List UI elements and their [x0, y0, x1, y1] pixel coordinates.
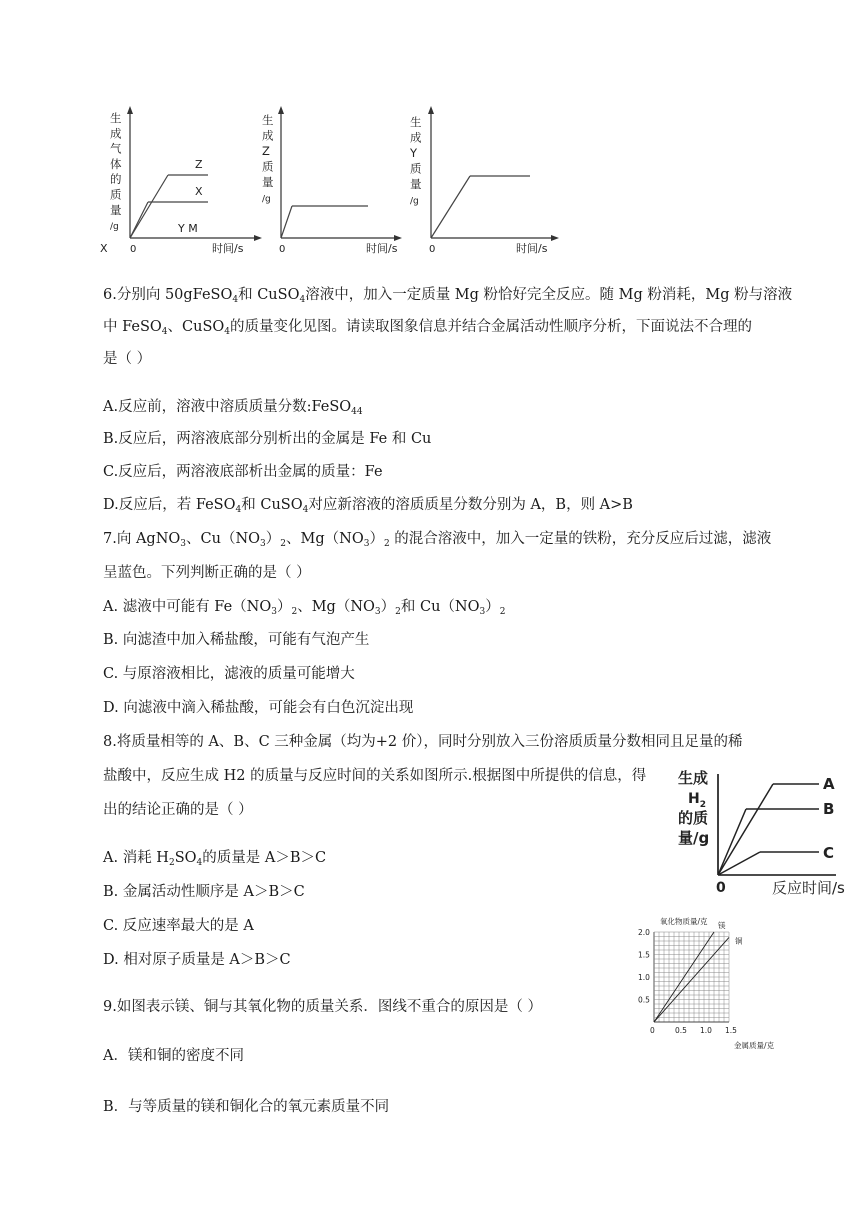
- q8-line-1: 8.将质量相等的 A、B、C 三种金属（均为+2 价），同时分别放入三份溶质质量分数相同且足量的稀: [103, 734, 743, 750]
- origin-label: 0: [279, 244, 286, 255]
- y-label-char: 生: [410, 115, 422, 129]
- y-label-char: Z: [262, 144, 270, 158]
- x-axis-label: 反应时间/s: [772, 879, 845, 897]
- q8-option-c: C. 反应速率最大的是 A: [103, 918, 254, 934]
- q7-option-c: C. 与原溶液相比，滤液的质量可能增大: [103, 666, 355, 682]
- x-tick-label: 0: [650, 1026, 655, 1035]
- y-label-char: 气: [110, 141, 122, 156]
- y-label-char: 质: [262, 159, 274, 174]
- y-axis-label-2: $H_2$: [688, 791, 706, 810]
- corner-label: X: [100, 242, 108, 255]
- x-axis-label: 时间/s: [366, 242, 398, 255]
- x-tick-label: 1.5: [725, 1026, 737, 1035]
- y-axis-label-4: 量/g: [678, 829, 710, 847]
- graph-z-mass: [262, 106, 402, 255]
- q6-option-c: C.反应后，两溶液底部析出金属的质量：Fe: [103, 464, 383, 480]
- origin-label: 0: [429, 244, 436, 255]
- y-label-char: 生: [262, 113, 274, 127]
- curve-label-a: A: [823, 775, 835, 793]
- label-z: Z: [195, 158, 203, 171]
- y-label-char: 成: [410, 130, 422, 145]
- y-axis-label: [262, 113, 274, 205]
- q8-option-b: B. 金属活动性顺序是 A＞B＞C: [103, 884, 305, 900]
- chart-x-label: 金属质量/克: [734, 1041, 775, 1050]
- graph-y-mass: [409, 106, 559, 255]
- q9-option-a: A．镁和铜的密度不同: [103, 1048, 244, 1064]
- q7-line-2: 呈蓝色。下列判断正确的是（ ）: [103, 565, 311, 581]
- y-axis-label-1: 生成: [678, 769, 709, 787]
- x-tick-label: 0.5: [675, 1026, 687, 1035]
- series-label: 铜: [735, 936, 743, 946]
- x-axis-label: 时间/s: [212, 242, 244, 255]
- q7-option-b: B. 向滤渣中加入稀盐酸，可能有气泡产生: [103, 632, 370, 648]
- y-tick-label: 0.5: [638, 995, 650, 1005]
- x-axis-label: 时间/s: [516, 242, 548, 255]
- origin-label: 0: [716, 880, 726, 896]
- x-tick-label: 1.0: [700, 1026, 712, 1035]
- chart-y-label: 氧化物质量/克: [660, 917, 708, 926]
- y-label-char: /g: [262, 194, 271, 205]
- y-label-char: 生: [110, 111, 122, 125]
- y-label-char: 量: [110, 202, 122, 217]
- q9-line-1: 9.如图表示镁、铜与其氧化物的质量关系．图线不重合的原因是（ ）: [103, 999, 542, 1015]
- y-label-char: Y: [410, 146, 418, 160]
- curve-label-c: C: [823, 844, 835, 862]
- chart-series: [654, 920, 743, 1022]
- y-label-char: 质: [110, 187, 122, 202]
- y-tick-label: 1.5: [638, 950, 650, 960]
- y-label-char: 量: [262, 175, 274, 189]
- q7-option-a: A. 滤液中可能有 $Fe(NO_3)_2$、$Mg(NO_3)_2$和 $Cu(NO_3)_2$: [103, 599, 506, 617]
- y-label-char: /g: [410, 196, 419, 207]
- q6-line-2: 中 FeSO$_4$、CuSO$_4$的质量变化见图。请读取图象信息并结合金属活动性顺序分析，下面说法不合理的: [103, 319, 753, 337]
- y-label-char: 成: [262, 128, 274, 143]
- q8-option-d: D. 相对原子质量是 A＞B＞C: [103, 952, 291, 968]
- y-axis-label-3: 的质: [678, 809, 709, 827]
- q7-option-d: D. 向滤液中滴入稀盐酸，可能会有白色沉淀出现: [103, 700, 414, 716]
- curve-label-b: B: [823, 800, 835, 818]
- q6-line-3: 是（ ）: [103, 351, 152, 367]
- q9-option-b: B．与等质量的镁和铜化合的氧元素质量不同: [103, 1099, 390, 1115]
- y-axis-label: [409, 115, 422, 207]
- y-label-char: 量: [410, 177, 422, 191]
- q6-option-d: D.反应后，若 FeSO$_4$和 CuSO$_4$对应新溶液的溶质质星分数分别为 A，B，则 A>B: [103, 497, 633, 515]
- q6-line-1: 6.分别向 50gFeSO$_4$和 CuSO$_4$溶液中，加入一定质量 Mg 粉恰好完全反应。随 Mg 粉消耗，Mg 粉与溶液: [103, 287, 793, 305]
- q8-h2-graph: [676, 762, 852, 902]
- q8-line-3: 出的结论正确的是（ ）: [103, 802, 253, 818]
- y-label-char: 的: [110, 172, 122, 187]
- y-label-char: 成: [110, 126, 122, 141]
- chart-grid: [654, 932, 729, 1022]
- origin-label: 0: [130, 244, 137, 255]
- graph-gas-mass: [100, 106, 262, 255]
- y-label-char: 体: [110, 156, 122, 171]
- series-label: 镁: [718, 921, 726, 930]
- y-tick-label: 1.0: [638, 973, 650, 982]
- y-axis-label: [110, 111, 122, 232]
- label-ym: Y M: [178, 222, 198, 235]
- y-label-char: 质: [410, 161, 422, 176]
- label-x: X: [195, 185, 203, 198]
- q8-line-2: 盐酸中，反应生成 H2 的质量与反应时间的关系如图所示.根据图中所提供的信息，得: [103, 768, 647, 784]
- q9-oxide-chart: [630, 912, 790, 1056]
- q7-line-1: 7.向 AgNO$_3$、$Cu(NO_3)_2$、$Mg(NO_3)_2$ 的混合溶液中，加入一定量的铁粉，充分反应后过滤，滤液: [103, 531, 772, 549]
- y-label-char: /g: [110, 222, 119, 233]
- q6-option-a: A.反应前，溶液中溶质质量分数:FeSO$_{44}$: [103, 399, 363, 417]
- top-graphs: [100, 100, 580, 260]
- q8-option-a: A. 消耗 $H_2SO_4$的质量是 A＞B＞C: [103, 850, 327, 868]
- q6-option-b: B.反应后，两溶液底部分别析出的金属是 Fe 和 Cu: [103, 431, 432, 447]
- y-tick-label: 2.0: [638, 928, 650, 937]
